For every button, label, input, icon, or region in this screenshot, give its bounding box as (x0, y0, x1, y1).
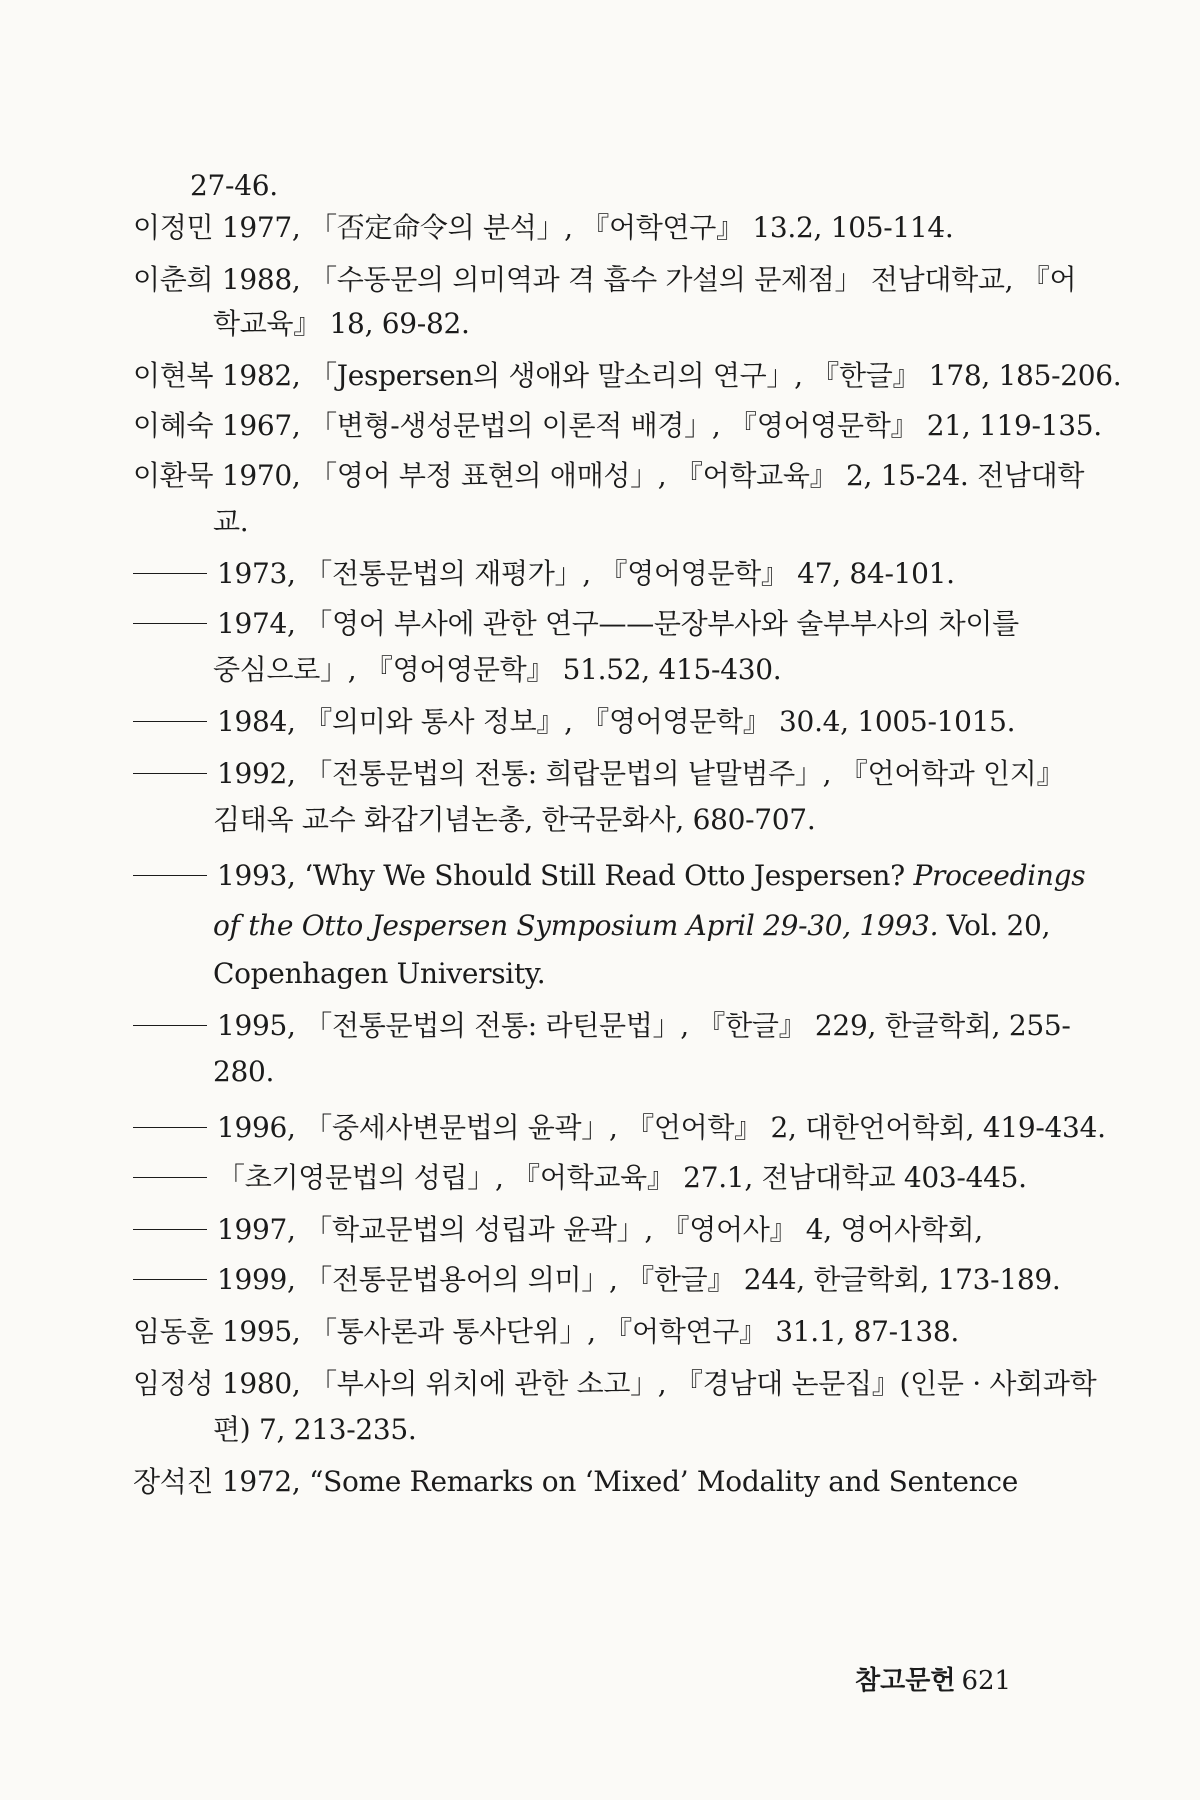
entry-line: 1995, 「전통문법의 전통: 라틴문법」, 『한글』 229, 한글학회, 255- (133, 1008, 1071, 1044)
ditto-dash (133, 1279, 207, 1280)
ditto-dash (133, 573, 207, 574)
ditto-dash (133, 1025, 207, 1026)
ditto-dash (133, 721, 207, 722)
page-footer (855, 1660, 1011, 1697)
ditto-dash (133, 1127, 207, 1128)
ditto-dash (133, 773, 207, 774)
ditto-dash (133, 1229, 207, 1230)
entry-line: 1992, 「전통문법의 전통: 희랍문법의 낱말범주」, 『언어학과 인지』 (133, 756, 1064, 792)
entry-line: 학교육』 18, 69-82. (213, 307, 470, 340)
entry-line: 1993, ‘Why We Should Still Read Otto Jespersen? Proceedings (133, 858, 1085, 894)
entry-line: 장석진 1972, “Some Remarks on ‘Mixed’ Modality and Sentence (133, 1465, 1019, 1498)
entry-line: 교. (213, 505, 249, 538)
entry-line: 1997, 「학교문법의 성립과 윤곽」, 『영어사』 4, 영어사학회, (133, 1212, 983, 1248)
entry-line: 이춘희 1988, 「수동문의 의미역과 격 흡수 가설의 문제점」 전남대학교, 『어 (133, 263, 1077, 296)
entry-line: 280. (213, 1055, 275, 1088)
entry-line: 1984, 『의미와 통사 정보』, 『영어영문학』 30.4, 1005-1015. (133, 704, 1015, 740)
running-title: 참고문헌 (855, 1666, 956, 1696)
entry-line: 1996, 「중세사변문법의 윤곽」, 『언어학』 2, 대한언어학회, 419-434. (133, 1110, 1106, 1146)
entry-line: of the Otto Jespersen Symposium April 29-30, 1993. Vol. 20, (213, 909, 1051, 942)
entry-line: 1999, 「전통문법용어의 의미」, 『한글』 244, 한글학회, 173-189. (133, 1262, 1060, 1298)
entry-line: 「초기영문법의 성립」, 『어학교육』 27.1, 전남대학교 403-445. (133, 1160, 1027, 1196)
ditto-dash (133, 623, 207, 624)
entry-line: 임정성 1980, 「부사의 위치에 관한 소고」, 『경남대 논문집』(인문 · 사회과학 (133, 1367, 1097, 1400)
entry-line: 이혜숙 1967, 「변형-생성문법의 이론적 배경」, 『영어영문학』 21, 119-135. (133, 409, 1102, 442)
entry-line: 1974, 「영어 부사에 관한 연구——문장부사와 술부부사의 차이를 (133, 606, 1019, 642)
entry-line: 김태옥 교수 화갑기념논총, 한국문화사, 680-707. (213, 803, 816, 836)
entry-line: 1973, 「전통문법의 재평가」, 『영어영문학』 47, 84-101. (133, 556, 955, 592)
entry-line: 편) 7, 213-235. (213, 1413, 417, 1446)
entry-line: 27-46. (190, 169, 278, 202)
entry-line: 이현복 1982, 「Jespersen의 생애와 말소리의 연구」, 『한글』 178, 185-206. (133, 359, 1122, 392)
entry-line: 중심으로」, 『영어영문학』 51.52, 415-430. (213, 653, 782, 686)
ditto-dash (133, 1177, 207, 1178)
entry-line: 이정민 1977, 「否定命令의 분석」, 『어학연구』 13.2, 105-114. (133, 211, 954, 244)
page-number: 621 (961, 1666, 1012, 1696)
entry-line: 이환묵 1970, 「영어 부정 표현의 애매성」, 『어학교육』 2, 15-24. 전남대학 (133, 459, 1085, 492)
ditto-dash (133, 875, 207, 876)
entry-line: 임동훈 1995, 「통사론과 통사단위」, 『어학연구』 31.1, 87-138. (133, 1315, 959, 1348)
entry-line: Copenhagen University. (213, 957, 546, 990)
